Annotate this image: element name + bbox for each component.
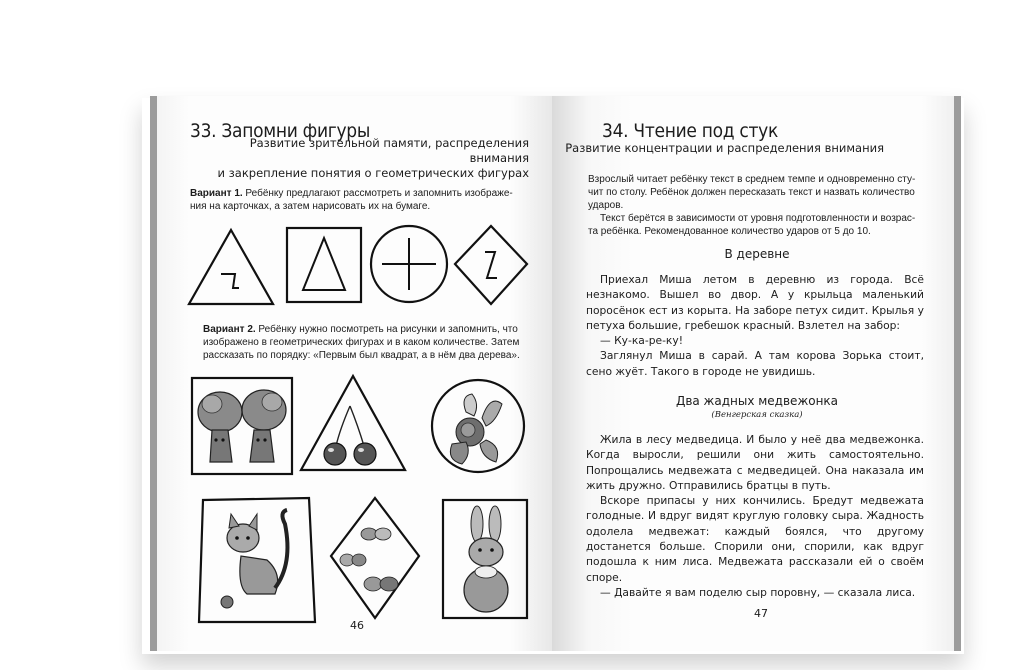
picture-cards-row1 (190, 374, 535, 484)
intro-line1: Взрослый читает ребёнку текст в среднем темпе и одновременно сту- (588, 174, 916, 185)
diamond-s-card (455, 226, 527, 304)
trees-card (192, 378, 292, 474)
variant2-line2: изображено в геометрических фигурах и в каком количестве. Затем (203, 337, 520, 348)
variant2-text (203, 323, 538, 362)
variant2-line3: рассказать по порядку: «Первым был квадрат, а в нём два дерева». (203, 350, 520, 361)
cherries-card (301, 376, 405, 470)
page-number-right: 47 (754, 607, 768, 620)
variant2-label: Вариант 2. (203, 324, 256, 335)
page-number-left: 46 (350, 619, 364, 632)
story2-body (586, 432, 924, 600)
intro2-line1: Текст берётся в зависимости от уровня подготовленности и возрас- (600, 213, 916, 224)
shape-cards-row (187, 226, 537, 311)
story1-body (586, 272, 924, 379)
variant1-label: Вариант 1. (190, 188, 243, 199)
variant1-line2: ния на карточках, а затем нарисовать их на бумаге. (190, 201, 431, 212)
subtitle-left (189, 136, 529, 181)
flowers-card (432, 380, 524, 472)
bunny-card (443, 500, 527, 618)
story2-paragraph: Жила в лесу медведица. И было у неё два медвежонка. Когда выросли, решили они жить самостоятельно. Попрощались медвежата с медведицей. Она наказала им жить дружно. Отправились братцы в путь. (586, 433, 924, 492)
triangle-zigzag-card (189, 230, 273, 304)
story2-dialog: — Давайте я вам поделю сыр поровну, — сказала лиса. (600, 585, 916, 599)
story2-subtitle: (Венгерская сказка) (711, 410, 803, 420)
intro-line3: ударов. (588, 200, 624, 211)
cat-card (199, 498, 315, 622)
story1-paragraph: Приехал Миша летом в деревню из города. Всё незнакомо. Вышел во двор. А у крыльца маленький поросёнок ест из корыта. На заборе петух сидит. Крылья у петуха большие, гребешок красный. Взлетел на забор: (586, 273, 924, 332)
intro-text (588, 173, 928, 238)
story1-title: В деревне (724, 247, 790, 261)
intro2-line2: та ребёнка. Рекомендованное количество ударов от 5 до 10. (588, 226, 871, 237)
subtitle-left-line2: и закрепление понятия о геометрических фигурах (217, 166, 529, 180)
variant2-line1: Ребёнку нужно посмотреть на рисунки и запомнить, что (255, 324, 518, 335)
right-page (552, 96, 961, 651)
variant1-line1: Ребёнку предлагают рассмотреть и запомнить изображе- (242, 188, 513, 199)
left-page (150, 96, 559, 651)
story2-title: Два жадных медвежонка (675, 394, 839, 408)
story1-paragraph: Заглянул Миша в сарай. А там корова Зорька стоит, сено жуёт. Такого в городе не увидишь. (586, 349, 924, 378)
subtitle-right: Развитие концентрации и распределения внимания (565, 141, 884, 155)
intro-line2: чит по столу. Ребёнок должен пересказать текст и назвать количество (588, 187, 915, 198)
picture-cards-row2 (197, 494, 542, 634)
variant1-text (190, 187, 535, 213)
square-triangle-card (287, 228, 361, 302)
butterflies-card (331, 498, 419, 618)
page-title-left: 33. Запомни фигуры (190, 120, 371, 142)
subtitle-left-line1: Развитие зрительной памяти, распределения внимания (249, 136, 529, 165)
story1-dialog: — Ку-ка-ре-ку! (600, 334, 683, 348)
circle-cross-card (371, 226, 447, 302)
page-title-right: 34. Чтение под стук (602, 120, 778, 142)
story2-paragraph: Вскоре припасы у них кончились. Бредут медвежата голодные. И вдруг видят круглую головку сыра. Жадность одолела медвежат: каждый боялся, что другому достанется больше. Спорили они, спорили, как вдруг подошла к ним лиса. Медвежата рассказали ей о своём споре. (586, 494, 924, 584)
